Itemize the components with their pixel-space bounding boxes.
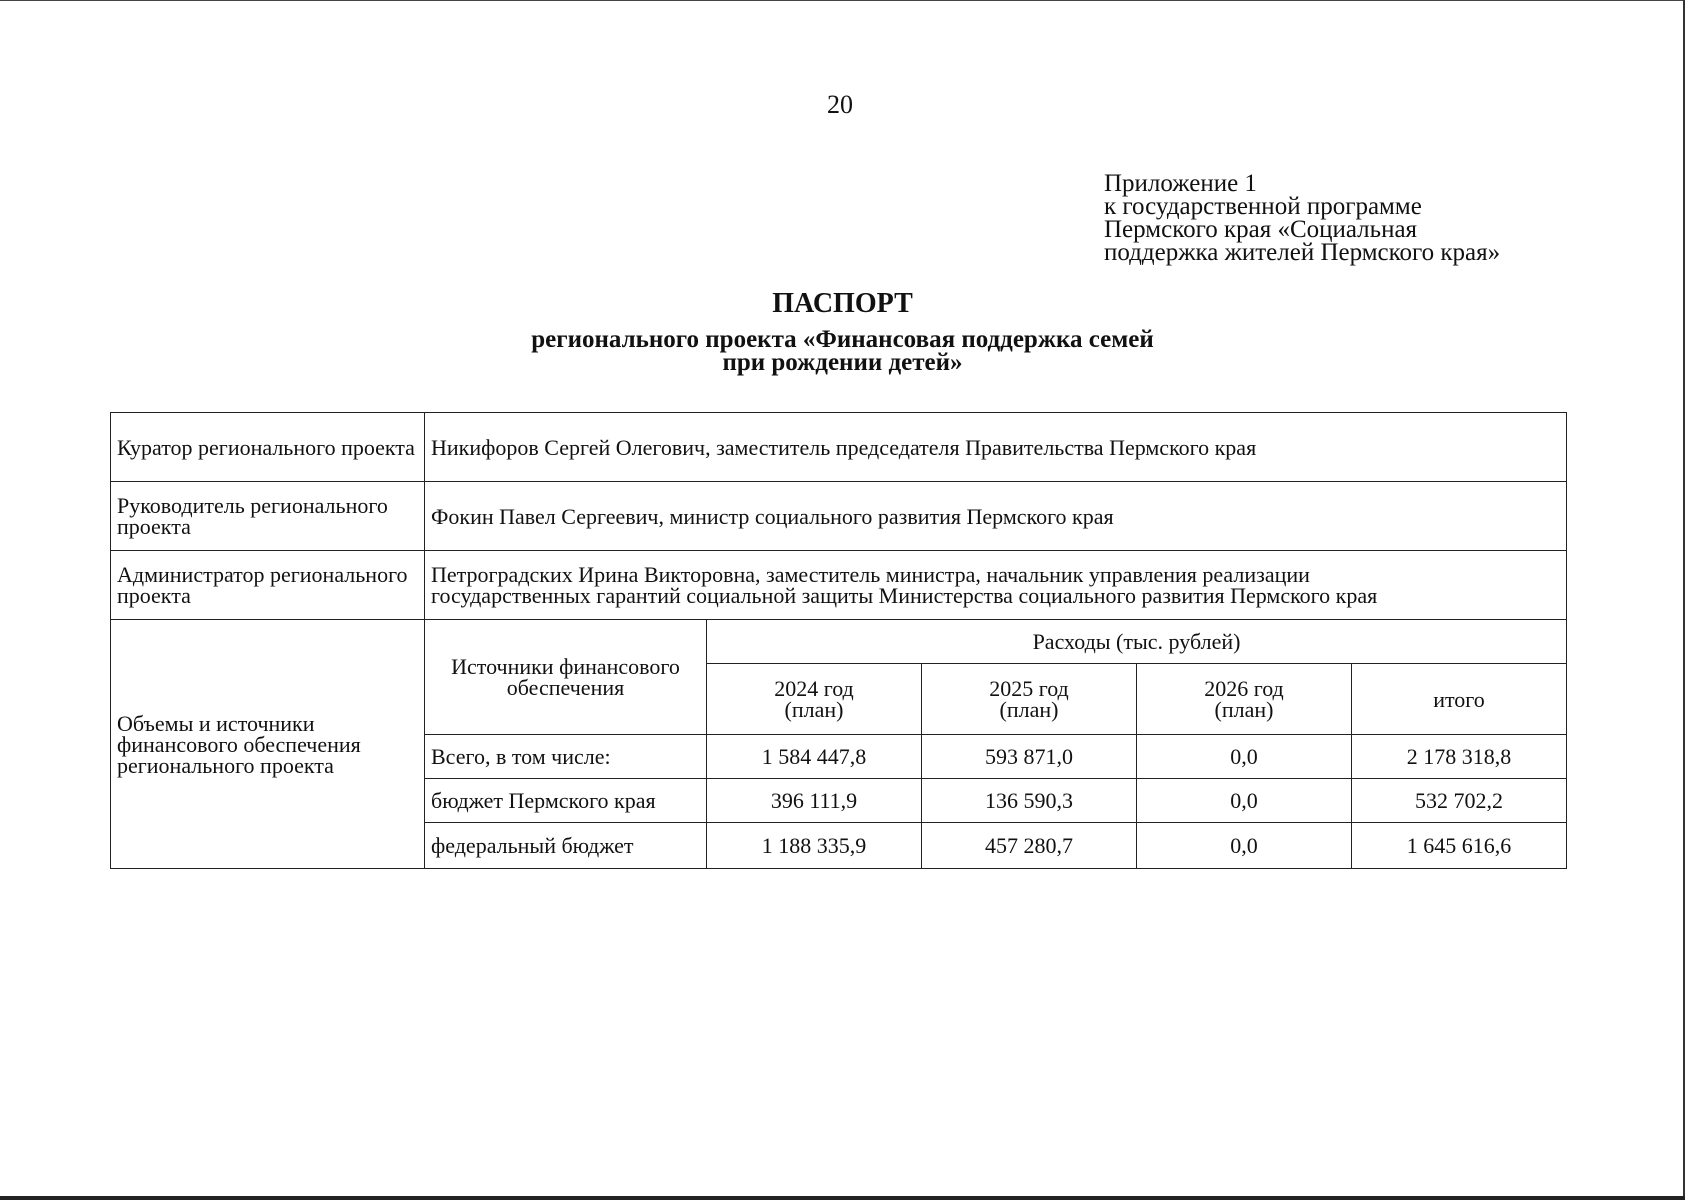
sources-header: Источники финансового обеспечения [425, 620, 707, 735]
curator-value: Никифоров Сергей Олегович, заместитель председателя Правительства Пермского края [425, 413, 1567, 482]
table-row [111, 413, 1567, 482]
appendix-line: Пермского края «Социальная [1104, 216, 1418, 243]
column-header-total: итого [1352, 664, 1567, 735]
administrator-value [425, 551, 1567, 620]
column-note: (план) [999, 697, 1059, 722]
value-cell: 457 280,7 [922, 823, 1137, 869]
value-cell: 136 590,3 [922, 779, 1137, 823]
administrator-value-line: государственных гарантий социальной защиты Министерства социального развития Пермского края [431, 583, 1378, 608]
source-label: Всего, в том числе: [425, 735, 707, 779]
head-label: Руководитель регионального проекта [111, 482, 425, 551]
document-subtitle [0, 328, 1685, 374]
column-header-2025 [922, 664, 1137, 735]
curator-label: Куратор регионального проекта [111, 413, 425, 482]
value-cell: 396 111,9 [707, 779, 922, 823]
value-cell: 0,0 [1137, 735, 1352, 779]
subtitle-line: регионального проекта «Финансовая поддержка семей [531, 326, 1154, 353]
subtitle-line: при рождении детей» [722, 349, 963, 376]
column-header-2024 [707, 664, 922, 735]
appendix-line: к государственной программе [1104, 193, 1422, 220]
value-cell: 1 584 447,8 [707, 735, 922, 779]
administrator-label: Администратор регионального проекта [111, 551, 425, 620]
finance-label: Объемы и источники финансового обеспечения регионального проекта [111, 620, 425, 869]
value-cell: 1 188 335,9 [707, 823, 922, 869]
page-edge-top [0, 0, 1685, 1]
table-row [111, 551, 1567, 620]
page-edge-bottom [0, 1196, 1685, 1200]
value-cell: 1 645 616,6 [1352, 823, 1567, 869]
head-value: Фокин Павел Сергеевич, министр социального развития Пермского края [425, 482, 1567, 551]
appendix-note [1104, 172, 1574, 264]
expenses-header: Расходы (тыс. рублей) [707, 620, 1567, 664]
value-cell: 2 178 318,8 [1352, 735, 1567, 779]
column-header-2026 [1137, 664, 1352, 735]
passport-table [110, 412, 1567, 869]
source-label: федеральный бюджет [425, 823, 707, 869]
column-year: 2024 год [774, 676, 854, 701]
source-label: бюджет Пермского края [425, 779, 707, 823]
value-cell: 0,0 [1137, 779, 1352, 823]
value-cell: 532 702,2 [1352, 779, 1567, 823]
value-cell: 593 871,0 [922, 735, 1137, 779]
page-number: 20 [827, 90, 853, 119]
appendix-line: Приложение 1 [1104, 170, 1257, 197]
table-row [111, 620, 1567, 664]
column-year: 2026 год [1204, 676, 1284, 701]
administrator-value-line: Петроградских Ирина Викторовна, заместитель министра, начальник управления реализации [431, 562, 1310, 587]
appendix-line: поддержка жителей Пермского края» [1104, 239, 1501, 266]
column-note: (план) [784, 697, 844, 722]
value-cell: 0,0 [1137, 823, 1352, 869]
document-title: ПАСПОРТ [772, 288, 913, 319]
column-note: (план) [1214, 697, 1274, 722]
table-row [111, 482, 1567, 551]
column-year: 2025 год [989, 676, 1069, 701]
